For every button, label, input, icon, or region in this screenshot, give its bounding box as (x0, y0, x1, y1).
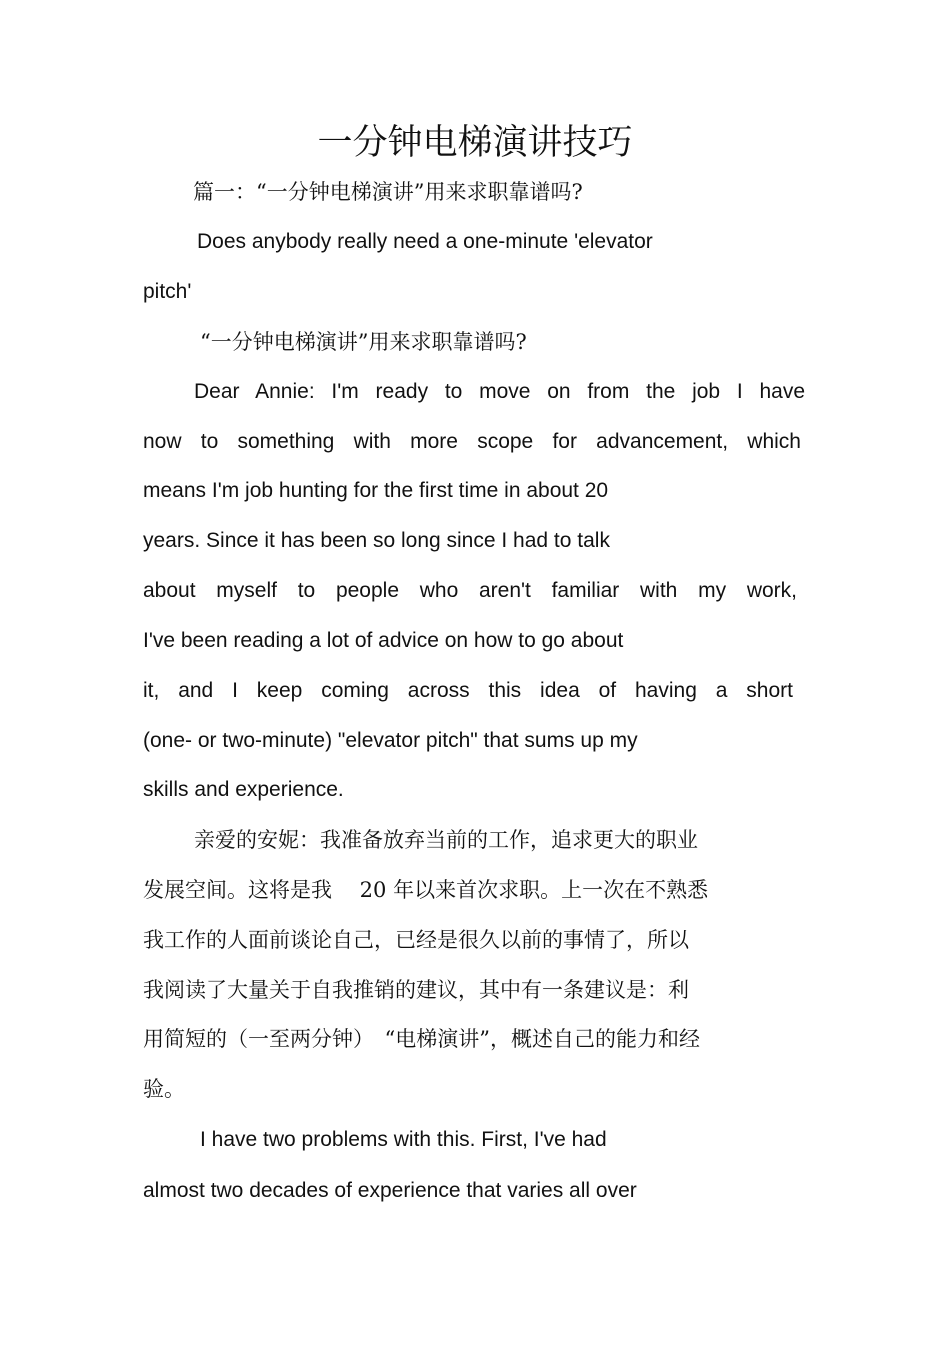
paragraph-line: it, and I keep coming across this idea of having a short (143, 679, 793, 702)
paragraph-line: Does anybody really need a one-minute 'elevator (197, 230, 653, 253)
paragraph-line: (one- or two-minute) "elevator pitch" that sums up my (143, 729, 638, 752)
paragraph-line: skills and experience. (143, 778, 344, 801)
paragraph-line: 我工作的人面前谈论自己，已经是很久以前的事情了，所以 (143, 928, 689, 952)
paragraph-line: 用简短的（一至两分钟） “电梯演讲”，概述自己的能力和经 (143, 1027, 700, 1051)
paragraph-line: 我阅读了大量关于自我推销的建议，其中有一条建议是：利 (143, 978, 689, 1002)
paragraph-line: 亲爱的安妮：我准备放弃当前的工作，追求更大的职业 (194, 828, 698, 852)
section-heading: 篇一：“一分钟电梯演讲”用来求职靠谱吗? (193, 180, 583, 204)
paragraph-line: “一分钟电梯演讲”用来求职靠谱吗? (200, 330, 527, 354)
paragraph-line: almost two decades of experience that varies all over (143, 1179, 637, 1202)
paragraph-line: now to something with more scope for advancement, which (143, 430, 801, 453)
paragraph-line: I've been reading a lot of advice on how to go about (143, 629, 624, 652)
paragraph-line: I have two problems with this. First, I've had (200, 1128, 607, 1151)
paragraph-line: 发展空间。这将是我 20 年以来首次求职。上一次在不熟悉 (143, 878, 709, 902)
paragraph-line: 验。 (143, 1077, 185, 1101)
paragraph-line: about myself to people who aren't familiar with my work, (143, 579, 797, 602)
paragraph-line: Dear Annie: I'm ready to move on from the job I have (194, 380, 805, 403)
paragraph-line: years. Since it has been so long since I had to talk (143, 529, 610, 552)
paragraph-line: pitch' (143, 280, 192, 303)
page-title: 一分钟电梯演讲技巧 (317, 123, 633, 163)
paragraph-line: means I'm job hunting for the first time in about 20 (143, 479, 609, 502)
